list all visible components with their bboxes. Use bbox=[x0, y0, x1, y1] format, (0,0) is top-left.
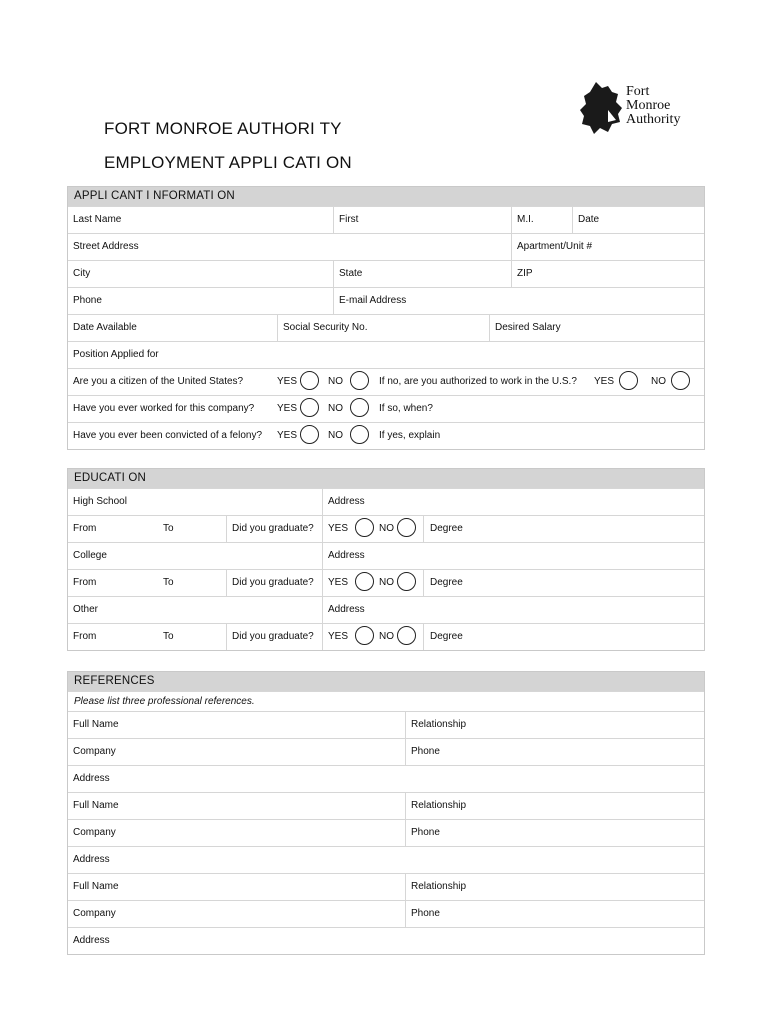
no-label: NO bbox=[379, 631, 394, 642]
fort-monroe-logo bbox=[578, 80, 700, 138]
graduate-question: Did you graduate? bbox=[232, 631, 314, 642]
ref3-relationship-field[interactable]: Relationship bbox=[411, 881, 467, 892]
other-row bbox=[68, 596, 704, 623]
hs-degree-field[interactable]: Degree bbox=[430, 523, 463, 534]
ref1-address-field[interactable]: Address bbox=[73, 773, 110, 784]
felony-row bbox=[68, 422, 704, 449]
date-available-field[interactable]: Date Available bbox=[73, 322, 137, 333]
form-subtitle: EMPLOYMENT APPLI CATI ON bbox=[104, 153, 352, 172]
authorized-yes-radio[interactable] bbox=[619, 371, 638, 390]
ref2-full-name-field[interactable]: Full Name bbox=[73, 800, 119, 811]
ref2-relationship-field[interactable]: Relationship bbox=[411, 800, 467, 811]
city-row bbox=[68, 260, 704, 287]
phone-field[interactable]: Phone bbox=[73, 295, 102, 306]
college-to-field[interactable]: To bbox=[163, 577, 174, 588]
availability-row bbox=[68, 314, 704, 341]
ref1-full-name-field[interactable]: Full Name bbox=[73, 719, 119, 730]
ref3-phone-field[interactable]: Phone bbox=[411, 908, 440, 919]
ref3-name-row bbox=[68, 873, 704, 900]
last-name-field[interactable]: Last Name bbox=[73, 214, 122, 225]
citizen-row bbox=[68, 368, 704, 395]
no-label: NO bbox=[379, 523, 394, 534]
other-dates-row bbox=[68, 623, 704, 650]
yes-label: YES bbox=[594, 376, 615, 387]
worked-question: Have you ever worked for this company? bbox=[73, 403, 255, 414]
address-row bbox=[68, 233, 704, 260]
state-field[interactable]: State bbox=[339, 268, 363, 279]
college-from-field[interactable]: From bbox=[73, 577, 97, 588]
yes-label: YES bbox=[277, 430, 298, 441]
authorized-question: If no, are you authorized to work in the U.S.? bbox=[379, 376, 577, 387]
high-school-row bbox=[68, 488, 704, 515]
desired-salary-field[interactable]: Desired Salary bbox=[495, 322, 561, 333]
other-degree-field[interactable]: Degree bbox=[430, 631, 463, 642]
if-yes-explain-field[interactable]: If yes, explain bbox=[379, 430, 441, 441]
street-address-field[interactable]: Street Address bbox=[73, 241, 139, 252]
other-no-radio[interactable] bbox=[397, 626, 416, 645]
authorized-no-radio[interactable] bbox=[671, 371, 690, 390]
other-address-field[interactable]: Address bbox=[328, 604, 365, 615]
email-field[interactable]: E-mail Address bbox=[339, 295, 407, 306]
apartment-field[interactable]: Apartment/Unit # bbox=[517, 241, 593, 252]
yes-label: YES bbox=[328, 631, 349, 642]
ref1-company-row bbox=[68, 738, 704, 765]
high-school-address-field[interactable]: Address bbox=[328, 496, 365, 507]
section-heading: REFERENCES bbox=[68, 672, 704, 691]
ref1-phone-field[interactable]: Phone bbox=[411, 746, 440, 757]
ref1-relationship-field[interactable]: Relationship bbox=[411, 719, 467, 730]
position-row bbox=[68, 341, 704, 368]
if-so-when-field[interactable]: If so, when? bbox=[379, 403, 433, 414]
map-silhouette-icon bbox=[578, 80, 624, 138]
ref2-company-row bbox=[68, 819, 704, 846]
college-yes-radio[interactable] bbox=[355, 572, 374, 591]
date-field[interactable]: Date bbox=[578, 214, 600, 225]
education-section bbox=[67, 468, 705, 651]
applicant-information-section bbox=[67, 186, 705, 450]
worked-yes-radio[interactable] bbox=[300, 398, 319, 417]
worked-row bbox=[68, 395, 704, 422]
hs-from-field[interactable]: From bbox=[73, 523, 97, 534]
yes-label: YES bbox=[328, 577, 349, 588]
hs-no-radio[interactable] bbox=[397, 518, 416, 537]
references-section bbox=[67, 671, 705, 955]
ref3-company-row bbox=[68, 900, 704, 927]
ref2-address-field[interactable]: Address bbox=[73, 854, 110, 865]
high-school-dates-row bbox=[68, 515, 704, 542]
ref1-address-row bbox=[68, 765, 704, 792]
no-label: NO bbox=[651, 376, 666, 387]
other-to-field[interactable]: To bbox=[163, 631, 174, 642]
felony-no-radio[interactable] bbox=[350, 425, 369, 444]
section-heading: EDUCATI ON bbox=[68, 469, 704, 488]
form-title: FORT MONROE AUTHORI TY bbox=[104, 119, 342, 138]
references-instructions-row bbox=[68, 691, 704, 711]
no-label: NO bbox=[328, 376, 343, 387]
mi-field[interactable]: M.I. bbox=[517, 214, 534, 225]
first-name-field[interactable]: First bbox=[339, 214, 359, 225]
ref2-name-row bbox=[68, 792, 704, 819]
name-row bbox=[68, 206, 704, 233]
ref3-company-field[interactable]: Company bbox=[73, 908, 116, 919]
citizen-no-radio[interactable] bbox=[350, 371, 369, 390]
other-from-field[interactable]: From bbox=[73, 631, 97, 642]
worked-no-radio[interactable] bbox=[350, 398, 369, 417]
citizen-question: Are you a citizen of the United States? bbox=[73, 376, 244, 387]
yes-label: YES bbox=[328, 523, 349, 534]
ref3-address-row bbox=[68, 927, 704, 954]
ssn-field[interactable]: Social Security No. bbox=[283, 322, 368, 333]
college-degree-field[interactable]: Degree bbox=[430, 577, 463, 588]
graduate-question: Did you graduate? bbox=[232, 523, 314, 534]
logo-text: Fort Monroe Authority bbox=[626, 84, 681, 127]
city-field[interactable]: City bbox=[73, 268, 91, 279]
college-dates-row bbox=[68, 569, 704, 596]
college-field[interactable]: College bbox=[73, 550, 107, 561]
ref2-company-field[interactable]: Company bbox=[73, 827, 116, 838]
references-instructions: Please list three professional references. bbox=[74, 696, 255, 707]
citizen-yes-radio[interactable] bbox=[300, 371, 319, 390]
position-field[interactable]: Position Applied for bbox=[73, 349, 159, 360]
no-label: NO bbox=[379, 577, 394, 588]
college-no-radio[interactable] bbox=[397, 572, 416, 591]
felony-question: Have you ever been convicted of a felony? bbox=[73, 430, 263, 441]
no-label: NO bbox=[328, 430, 343, 441]
felony-yes-radio[interactable] bbox=[300, 425, 319, 444]
ref1-company-field[interactable]: Company bbox=[73, 746, 116, 757]
college-row bbox=[68, 542, 704, 569]
yes-label: YES bbox=[277, 376, 298, 387]
other-yes-radio[interactable] bbox=[355, 626, 374, 645]
high-school-field[interactable]: High School bbox=[73, 496, 127, 507]
college-address-field[interactable]: Address bbox=[328, 550, 365, 561]
ref3-address-field[interactable]: Address bbox=[73, 935, 110, 946]
zip-field[interactable]: ZIP bbox=[517, 268, 533, 279]
hs-yes-radio[interactable] bbox=[355, 518, 374, 537]
phone-row bbox=[68, 287, 704, 314]
ref1-name-row bbox=[68, 711, 704, 738]
ref3-full-name-field[interactable]: Full Name bbox=[73, 881, 119, 892]
section-heading: APPLI CANT I NFORMATI ON bbox=[68, 187, 704, 206]
ref2-phone-field[interactable]: Phone bbox=[411, 827, 440, 838]
graduate-question: Did you graduate? bbox=[232, 577, 314, 588]
no-label: NO bbox=[328, 403, 343, 414]
ref2-address-row bbox=[68, 846, 704, 873]
hs-to-field[interactable]: To bbox=[163, 523, 174, 534]
other-school-field[interactable]: Other bbox=[73, 604, 99, 615]
yes-label: YES bbox=[277, 403, 298, 414]
